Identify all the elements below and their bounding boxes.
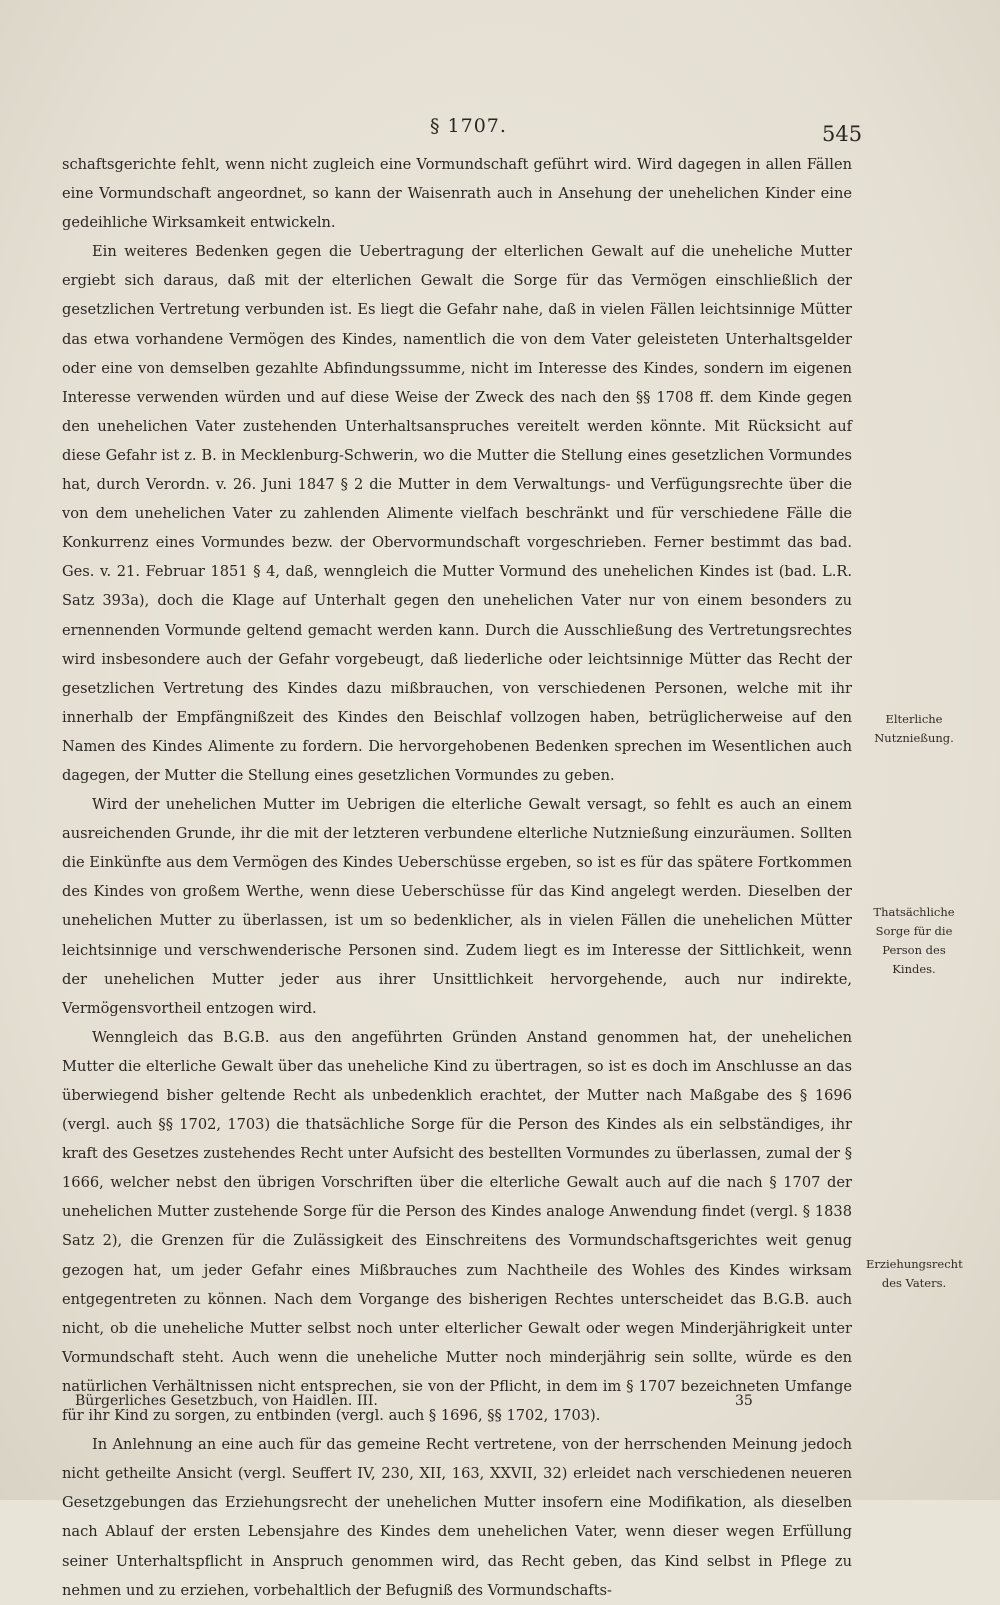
paragraph: In Anlehnung an eine auch für das gemeine Recht vertretene, von der herrschenden Meinung jedoch nicht getheilte Ansicht (vergl. Seuffert IV, 230, XII, 163, XXVII, 32) erleidet nach verschiedenen neueren Gesetzgebungen das Erziehungsrecht der unehelichen Mutter insofern eine Modifikation, als dieselben nach Ablauf der ersten Lebensjahre des Kindes dem unehelichen Vater, wenn dieser wegen Erfüllung seiner Unterhaltspflicht in Anspruch genommen wird, das Recht geben, das Kind selbst in Pflege zu nehmen und zu erziehen, vorbehaltlich der Befugniß des Vormundschafts- — [62, 1436, 852, 1599]
margin-note: Thatsächliche Sorge für die Person des Kindes. — [873, 905, 955, 976]
paragraph: Ein weiteres Bedenken gegen die Uebertragung der elterlichen Gewalt auf die uneheliche Mutter ergiebt sich daraus, daß mit der elterlichen Gewalt die Sorge für das Vermögen einschließlich der gesetzlichen Vertretung verbunden ist. Es liegt die Gefahr nahe, daß in vielen Fällen leichtsinnige Mütter das etwa vorhandene Vermögen des Kindes, namentlich die von dem Vater geleisteten Unterhaltsgelder oder eine von demselben gezahlte Abfindungssumme, nicht im Interesse des Kindes, sondern im eigenen Interesse verwenden würden und auf diese Weise der Zweck des nach den §§ 1708 ff. dem Kinde gegen den unehelichen Vater zustehenden Unterhaltsanspruches vereitelt werden könnte. Mit Rücksicht auf diese Gefahr ist z. B. in Mecklenburg-Schwerin, wo die Mutter die Stellung eines gesetzlichen Vormundes hat, durch Verordn. v. 26. Juni 1847 § 2 die Mutter in dem Verwaltungs- und Verfügungsrechte über die von dem unehelichen Vater zu zahlenden Alimente vielfach beschränkt und für verschiedene Fälle die Konkurrenz eines Vormundes bezw. der Obervormundschaft vorgeschrieben. Ferner bestimmt das bad. Ges. v. 21. Februar 1851 § 4, daß, wenngleich die Mutter Vormund des unehelichen Kindes ist (bad. L.R. Satz 393a), doch die Klage auf Unterhalt gegen den unehelichen Vater nur von einem besonders zu ernennenden Vormunde geltend gemacht werden kann. Durch die Ausschließung des Vertretungsrechtes wird insbesondere auch der Gefahr vorgebeugt, daß liederliche oder leichtsinnige Mütter das Recht der gesetzlichen Vertretung des Kindes dazu mißbrauchen, von verschiedenen Personen, welche mit ihr innerhalb der Empfängnißzeit des Kindes den Beischlaf vollzogen haben, betrüglicherweise auf den Namen des Kindes Alimente zu fordern. Die hervorgehobenen Bedenken sprechen im Wesentlichen auch dagegen, der Mutter die Stellung eines gesetzlichen Vormundes zu geben. — [62, 243, 852, 784]
margin-note: Elterliche Nutznießung. — [874, 712, 954, 745]
footer-imprint: Bürgerliches Gesetzbuch, von Haidlen. III. — [75, 1393, 378, 1409]
body-text — [62, 150, 852, 1605]
paragraph: schaftsgerichte fehlt, wenn nicht zugleich eine Vormundschaft geführt wird. Wird dagegen in allen Fällen eine Vormundschaft angeordnet, so kann der Waisenrath auch in Ansehung der unehelichen Kinder eine gedeihliche Wirksamkeit entwickeln. — [62, 156, 852, 232]
signature-mark: 35 — [735, 1393, 753, 1409]
paragraph: Wenngleich das B.G.B. aus den angeführten Gründen Anstand genommen hat, der unehelichen Mutter die elterliche Gewalt über das uneheliche Kind zu übertragen, so ist es doch im Anschlusse an das überwiegend bisher geltende Recht als unbedenklich erachtet, der Mutter nach Maßgabe des § 1696 (vergl. auch §§ 1702, 1703) die thatsächliche Sorge für die Person des Kindes als ein selbständiges, ihr kraft des Gesetzes zustehendes Recht unter Aufsicht des bestellten Vormundes zu überlassen, zumal der § 1666, welcher nebst den übrigen Vorschriften über die elterliche Gewalt auch auf die nach § 1707 der unehelichen Mutter zustehende Sorge für die Person des Kindes analoge Anwendung findet (vergl. § 1838 Satz 2), die Grenzen für die Zulässigkeit des Einschreitens des Vormundschaftsgerichtes weit genug gezogen hat, um jeder Gefahr eines Mißbrauches zum Nachtheile des Wohles des Kindes wirksam entgegentreten zu können. Nach dem Vorgange des bisherigen Rechtes unterscheidet das B.G.B. auch nicht, ob die uneheliche Mutter selbst noch unter elterlicher Gewalt oder wegen Minderjährigkeit unter Vormundschaft steht. Auch wenn die uneheliche Mutter noch minderjährig sein sollte, würde es den natürlichen Verhältnissen nicht entsprechen, sie von der Pflicht, in dem im § 1707 bezeichneten Umfange für ihr Kind zu sorgen, zu entbinden (vergl. auch § 1696, §§ 1702, 1703). — [62, 1028, 852, 1425]
paragraph: Wird der unehelichen Mutter im Uebrigen die elterliche Gewalt versagt, so fehlt es auch an einem ausreichenden Grunde, ihr die mit der letzteren verbundene elterliche Nutznießung einzuräumen. Sollten die Einkünfte aus dem Vermögen des Kindes Ueberschüsse ergeben, so ist es für das spätere Fortkommen des Kindes von großem Werthe, wenn diese Ueberschüsse für das Kind angelegt werden. Dieselben der unehelichen Mutter zu überlassen, ist um so bedenklicher, als in vielen Fällen die unehelichen Mütter leichtsinnige und verschwenderische Personen sind. Zudem liegt es im Interesse der Sittlichkeit, wenn der unehelichen Mutter jeder aus ihrer Unsittlichkeit hervorgehende, auch nur indirekte, Vermögensvortheil entzogen wird. — [62, 796, 852, 1017]
page-number: 545 — [822, 122, 863, 146]
page-footer — [75, 1393, 815, 1409]
section-heading: § 1707. — [430, 115, 507, 137]
margin-note: Erziehungsrecht des Vaters. — [866, 1257, 963, 1290]
